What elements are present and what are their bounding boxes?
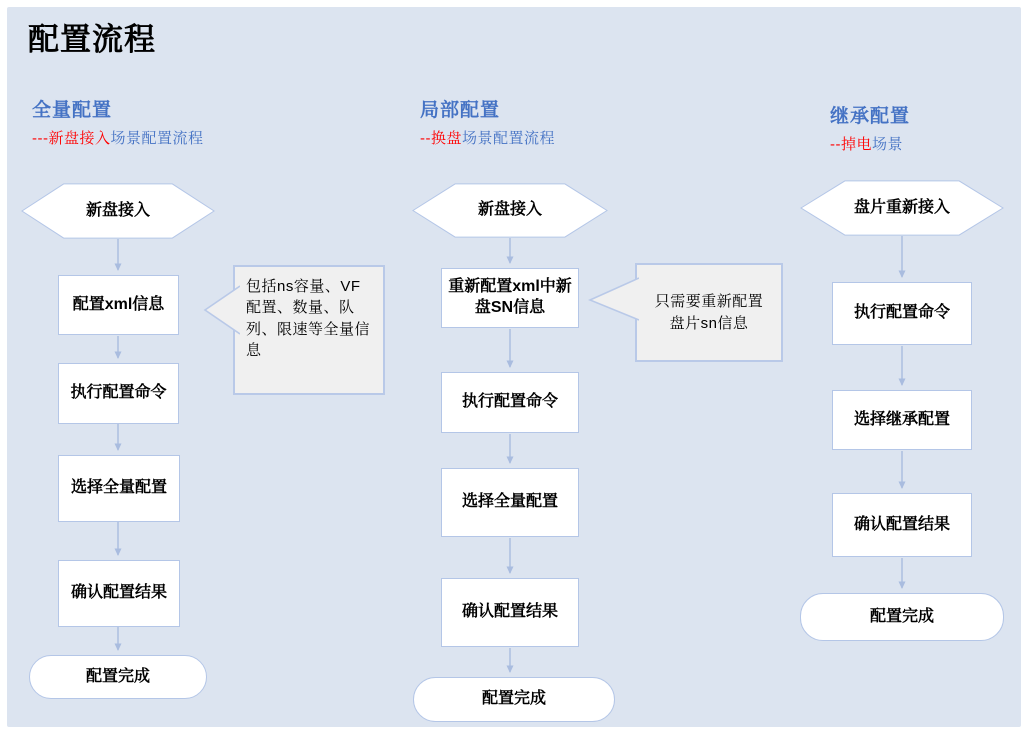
subtitle-rest: 场景配置流程: [462, 130, 556, 147]
partial-step-reconfig-sn: [441, 268, 579, 328]
column-title: 全量配置: [32, 100, 113, 121]
node-label: 配置xml信息: [72, 295, 165, 313]
node-label: 执行配置命令: [461, 393, 558, 411]
full-step-config-xml: [58, 275, 179, 335]
node-label: 新盘接入: [477, 201, 542, 219]
full-end-terminator: [29, 655, 207, 699]
node-label: 选择全量配置: [461, 493, 558, 511]
node-label: 配置完成: [869, 607, 934, 625]
node-label: 确认配置结果: [461, 603, 558, 621]
subtitle-highlight: --掉电: [830, 136, 872, 153]
column-subtitle: [420, 127, 555, 148]
callout-text: 包括ns容量、VF配置、数量、队列、限速等全量信息: [246, 278, 371, 359]
node-label: 确认配置结果: [70, 584, 167, 602]
column-subtitle: [830, 133, 910, 154]
partial-step-run-command: [441, 372, 579, 433]
column-header-inherit-config: [830, 101, 910, 154]
node-label: 执行配置命令: [70, 384, 167, 402]
column-title: 局部配置: [420, 100, 501, 121]
column-subtitle: [32, 127, 204, 148]
inherit-start-hexagon: [800, 180, 1004, 236]
partial-end-terminator: [413, 677, 615, 722]
node-label: 重新配置xml中新盘SN信息: [448, 278, 572, 316]
node-label: 执行配置命令: [853, 304, 950, 322]
callout-pointer: [203, 284, 240, 336]
page-title: 配置流程: [28, 22, 156, 57]
full-start-hexagon: [21, 183, 215, 239]
inherit-step-confirm-result: [832, 493, 972, 557]
partial-start-hexagon: [412, 183, 608, 238]
callout-text: 只需要重新配置盘片sn信息: [654, 293, 764, 332]
callout-pointer: [588, 276, 639, 322]
node-label: 选择全量配置: [70, 479, 167, 497]
column-header-full-config: [32, 95, 204, 148]
subtitle-rest: 场景: [872, 136, 904, 153]
full-config-callout: [233, 265, 385, 395]
node-label: 新盘接入: [85, 201, 150, 219]
full-step-select-full: [58, 455, 180, 522]
node-label: 配置完成: [85, 667, 150, 685]
node-label: 配置完成: [481, 690, 546, 708]
full-step-confirm-result: [58, 560, 180, 627]
inherit-step-select-inherit: [832, 390, 972, 450]
node-label: 确认配置结果: [853, 515, 950, 533]
column-title: 继承配置: [830, 106, 911, 127]
partial-config-callout: [635, 263, 783, 362]
full-step-run-command: [58, 363, 179, 424]
partial-step-confirm-result: [441, 578, 579, 647]
inherit-step-run-command: [832, 282, 972, 345]
inherit-end-terminator: [800, 593, 1004, 641]
subtitle-rest: 场景配置流程: [110, 130, 204, 147]
subtitle-highlight: ---新盘接入: [32, 130, 111, 147]
subtitle-highlight: --换盘: [420, 130, 462, 147]
partial-step-select-full: [441, 468, 579, 537]
column-header-partial-config: [420, 95, 555, 148]
node-label: 选择继承配置: [853, 410, 950, 428]
node-label: 盘片重新接入: [853, 198, 950, 216]
